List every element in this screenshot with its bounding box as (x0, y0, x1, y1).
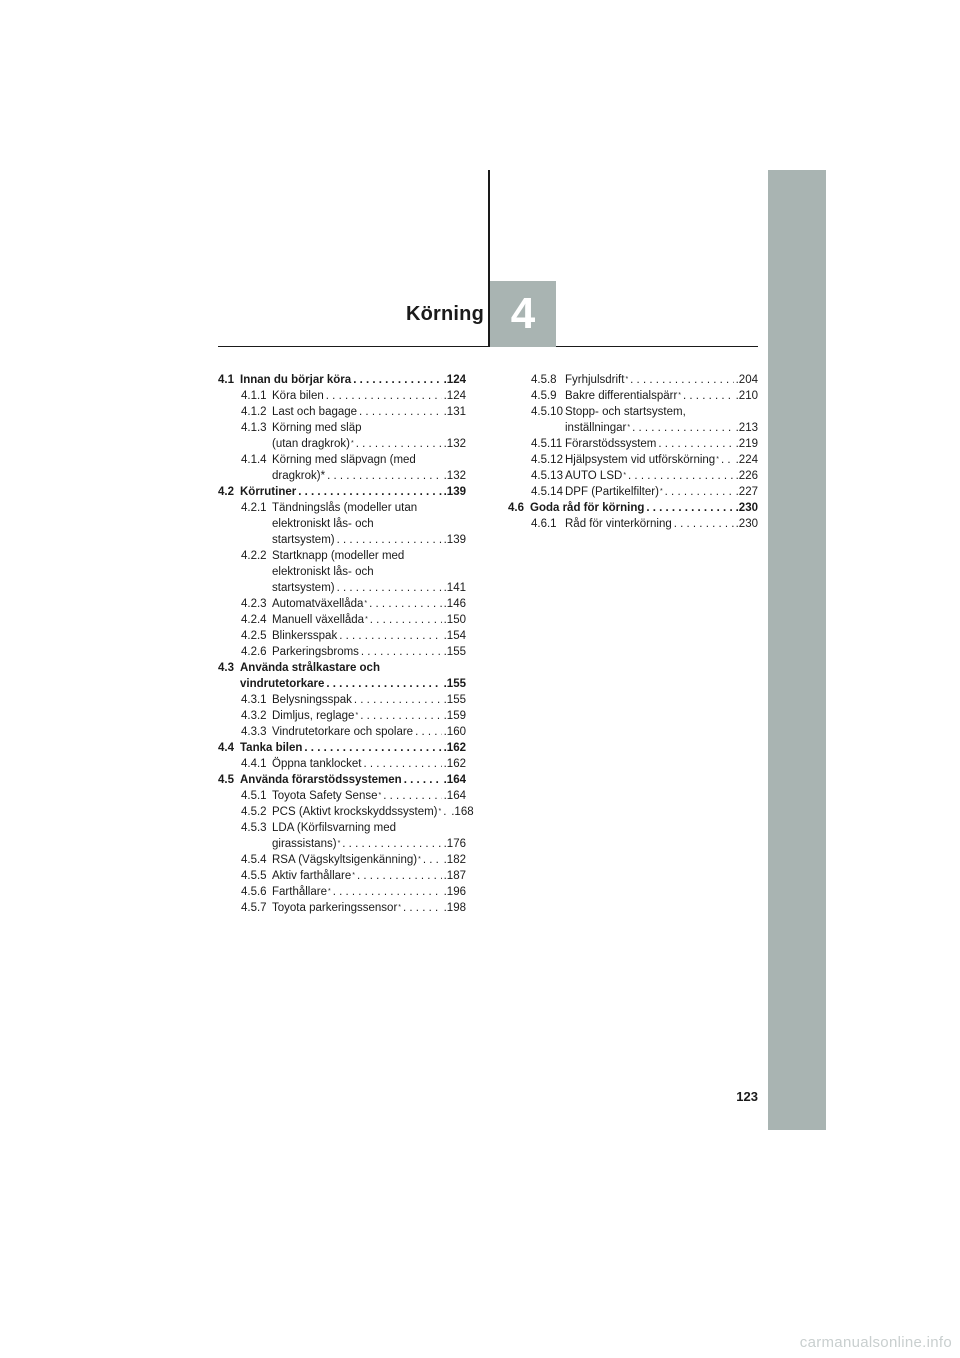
toc-entry-title: Dimljus, reglage (272, 710, 355, 722)
toc-section-entry[interactable] (508, 500, 758, 516)
toc-entry-page: .213 (735, 422, 758, 434)
footer-watermark: carmanualsonline.info (799, 1334, 952, 1351)
toc-entry-title: Tanka bilen (240, 742, 303, 754)
toc-entry-title: dragkrok)* (272, 470, 326, 482)
toc-entry-number: 4.5.13 (531, 470, 563, 482)
toc-entry-title: startsystem) (272, 582, 335, 594)
dot-leader (683, 388, 734, 404)
toc-entry-number: 4.2.4 (241, 614, 267, 626)
toc-entry-line (565, 468, 758, 484)
toc-entry-number: 4.5.5 (241, 870, 267, 882)
toc-entry-line (272, 548, 466, 564)
toc-entry-line (272, 708, 466, 724)
dot-leader (337, 532, 442, 548)
asterisk-marker: * (438, 808, 442, 815)
toc-entry-line (565, 436, 758, 452)
dot-leader (342, 836, 441, 852)
asterisk-marker: * (355, 712, 359, 719)
dot-leader (674, 516, 734, 532)
toc-entry-title: Körrutiner (240, 486, 297, 498)
toc-entry-page: .187 (443, 870, 466, 882)
toc-entry-title: Fyrhjulsdrift (565, 374, 625, 386)
toc-entry-title: Öppna tanklocket (272, 758, 362, 770)
toc-entry-line (272, 868, 466, 884)
toc-entry-number: 4.6 (508, 502, 524, 514)
toc-entry-page: .198 (443, 902, 466, 914)
toc-section-entry[interactable] (218, 772, 466, 788)
toc-entry-number: 4.5.10 (531, 406, 563, 418)
toc-subsection-entry[interactable] (218, 500, 466, 548)
toc-entry-page: .159 (443, 710, 466, 722)
dot-leader (721, 452, 734, 468)
toc-entry-page: .155 (443, 694, 466, 706)
toc-entry-line (272, 596, 466, 612)
dot-leader (327, 468, 442, 484)
toc-entry-body (565, 452, 758, 468)
toc-entry-body (565, 436, 758, 452)
toc-entry-line (272, 468, 466, 484)
toc-entry-body (272, 692, 466, 708)
toc-entry-line (240, 676, 466, 692)
toc-entry-title: PCS (Aktivt krockskyddssystem) (272, 806, 438, 818)
toc-entry-title: Toyota Safety Sense (272, 790, 378, 802)
dot-leader (304, 740, 441, 756)
toc-entry-page: .150 (443, 614, 466, 626)
asterisk-marker: * (625, 376, 629, 383)
toc-entry-line (272, 580, 466, 596)
toc-entry-page: .146 (443, 598, 466, 610)
toc-entry-title: LDA (Körfilsvarning med (272, 822, 396, 834)
toc-subsection-entry[interactable] (218, 884, 466, 900)
toc-entry-page: .224 (735, 454, 758, 466)
toc-subsection-entry[interactable] (218, 596, 466, 612)
asterisk-marker: * (418, 856, 421, 863)
toc-entry-number: 4.2 (218, 486, 234, 498)
toc-entry-line (272, 900, 466, 916)
toc-entry-line (272, 884, 466, 900)
toc-subsection-entry[interactable] (218, 420, 466, 452)
toc-entry-number: 4.4 (218, 742, 234, 754)
dot-leader (298, 484, 441, 500)
toc-entry-body (565, 516, 758, 532)
toc-entry-number: 4.5.4 (241, 854, 267, 866)
toc-entry-title: Blinkersspak (272, 630, 338, 642)
toc-entry-body (272, 788, 466, 804)
asterisk-marker: * (627, 424, 631, 431)
dot-leader (353, 372, 441, 388)
toc-entry-title: vindrutetorkare (240, 678, 325, 690)
toc-subsection-entry[interactable] (218, 388, 466, 404)
toc-entry-body (272, 500, 466, 548)
toc-entry-page: .132 (443, 470, 466, 482)
toc-entry-page: .124 (443, 374, 466, 386)
toc-entry-number: 4.2.3 (241, 598, 267, 610)
toc-entry-number: 4.1.1 (241, 390, 267, 402)
toc-entry-page: .139 (443, 486, 466, 498)
toc-entry-body (565, 404, 758, 436)
toc-entry-number: 4.3.2 (241, 710, 267, 722)
toc-entry-title: Köra bilen (272, 390, 324, 402)
toc-section-entry[interactable] (218, 740, 466, 756)
asterisk-marker: * (365, 616, 368, 623)
toc-entry-number: 4.5.12 (531, 454, 563, 466)
toc-subsection-entry[interactable] (218, 900, 466, 916)
toc-entry-title: Hjälpsystem vid utförskörning (565, 454, 716, 466)
toc-entry-title: Tändningslås (modeller utan (272, 502, 418, 514)
dot-leader (628, 468, 734, 484)
toc-entry-page: .230 (735, 502, 758, 514)
toc-entry-line (272, 564, 466, 580)
toc-entry-line (272, 404, 466, 420)
toc-entry-line (565, 516, 758, 532)
toc-entry-line (272, 836, 466, 852)
dot-leader (357, 868, 442, 884)
toc-entry-body (240, 740, 466, 756)
toc-entry-title: Vindrutetorkare och spolare (272, 726, 414, 738)
toc-entry-number: 4.2.1 (241, 502, 267, 514)
toc-subsection-entry[interactable] (218, 644, 466, 660)
toc-entry-number: 4.5 (218, 774, 234, 786)
toc-entry-line (272, 788, 466, 804)
toc-section-entry[interactable] (218, 660, 466, 692)
toc-entry-body (272, 756, 466, 772)
toc-entry-number: 4.5.6 (241, 886, 267, 898)
toc-subsection-entry[interactable] (218, 852, 466, 868)
toc-entry-body (272, 644, 466, 660)
asterisk-marker: * (716, 456, 719, 463)
toc-entry-body (272, 404, 466, 420)
toc-entry-title: elektroniskt lås- och (272, 566, 374, 578)
toc-entry-body (530, 500, 758, 516)
toc-entry-number: 4.1.4 (241, 454, 267, 466)
toc-entry-number: 4.2.6 (241, 646, 267, 658)
toc-entry-number: 4.2.5 (241, 630, 267, 642)
toc-entry-number: 4.5.7 (241, 902, 267, 914)
page-number: 123 (736, 1089, 758, 1104)
toc-entry-title: Startknapp (modeller med (272, 550, 405, 562)
toc-entry-page: .139 (443, 534, 466, 546)
toc-entry-title: inställningar (565, 422, 627, 434)
toc-entry-page: .124 (443, 390, 466, 402)
asterisk-marker: * (398, 904, 402, 911)
asterisk-marker: * (659, 488, 663, 495)
toc-entry-page: .168 (451, 806, 474, 818)
toc-subsection-entry[interactable] (218, 724, 466, 740)
toc-entry-number: 4.5.3 (241, 822, 267, 834)
toc-subsection-entry[interactable] (508, 468, 758, 484)
toc-right-column (508, 372, 758, 532)
toc-entry-title: Aktiv farthållare (272, 870, 352, 882)
toc-entry-body (272, 452, 466, 484)
toc-subsection-entry[interactable] (218, 708, 466, 724)
toc-entry-title: (utan dragkrok) (272, 438, 350, 450)
toc-entry-body (272, 420, 466, 452)
toc-subsection-entry[interactable] (218, 868, 466, 884)
toc-entry-line (272, 724, 466, 740)
dot-leader (326, 388, 442, 404)
toc-entry-title: Last och bagage (272, 406, 358, 418)
toc-entry-page: .131 (443, 406, 466, 418)
toc-entry-title: DPF (Partikelfilter) (565, 486, 659, 498)
toc-entry-title: Använda förarstödssystemen (240, 774, 402, 786)
toc-entry-line (272, 628, 466, 644)
toc-subsection-entry[interactable] (218, 820, 466, 852)
asterisk-marker: * (364, 600, 368, 607)
toc-entry-title: girassistans) (272, 838, 337, 850)
asterisk-marker: * (352, 872, 355, 879)
dot-leader (337, 580, 442, 596)
toc-entry-body (272, 804, 474, 820)
toc-entry-line (240, 772, 466, 788)
dot-leader (646, 500, 733, 516)
toc-subsection-entry[interactable] (508, 372, 758, 388)
toc-entry-number: 4.5.1 (241, 790, 267, 802)
toc-entry-line (272, 612, 466, 628)
toc-entry-line (240, 484, 466, 500)
toc-entry-page: .132 (443, 438, 466, 450)
toc-entry-body (565, 468, 758, 484)
toc-entry-title: Goda råd för körning (530, 502, 645, 514)
toc-entry-page: .154 (443, 630, 466, 642)
toc-entry-number: 4.1 (218, 374, 234, 386)
toc-entry-body (240, 484, 466, 500)
toc-entry-line (272, 804, 474, 820)
toc-entry-line (240, 660, 466, 676)
asterisk-marker: * (623, 472, 627, 479)
toc-entry-title: Automatväxellåda (272, 598, 364, 610)
toc-entry-title: Parkeringsbroms (272, 646, 359, 658)
toc-entry-body (272, 820, 466, 852)
toc-entry-number: 4.5.2 (241, 806, 267, 818)
dot-leader (333, 884, 442, 900)
dot-leader (630, 372, 733, 388)
toc-entry-number: 4.5.8 (531, 374, 557, 386)
toc-subsection-entry[interactable] (508, 452, 758, 468)
toc-entry-line (272, 500, 466, 516)
toc-entry-line (565, 388, 758, 404)
toc-entry-body (240, 772, 466, 788)
toc-subsection-entry[interactable] (218, 804, 474, 820)
toc-subsection-entry[interactable] (508, 404, 758, 436)
dot-leader (423, 852, 442, 868)
toc-entry-title: Innan du börjar köra (240, 374, 352, 386)
chapter-title: Körning (405, 303, 484, 325)
dot-leader (658, 436, 733, 452)
toc-entry-body (272, 388, 466, 404)
toc-entry-page: .141 (443, 582, 466, 594)
toc-subsection-entry[interactable] (218, 692, 466, 708)
toc-entry-title: Stopp- och startsystem, (565, 406, 686, 418)
toc-entry-page: .182 (443, 854, 466, 866)
dot-leader (443, 804, 449, 820)
toc-entry-body (565, 372, 758, 388)
toc-entry-page: .210 (735, 390, 758, 402)
toc-entry-line (240, 740, 466, 756)
toc-entry-page: .162 (443, 758, 466, 770)
toc-entry-title: Toyota parkeringssensor (272, 902, 398, 914)
toc-entry-title: Manuell växellåda (272, 614, 365, 626)
toc-entry-body (272, 868, 466, 884)
toc-entry-line (272, 532, 466, 548)
chapter-side-tab (768, 170, 826, 1130)
toc-entry-line (565, 404, 758, 420)
toc-entry-line (272, 756, 466, 772)
dot-leader (361, 644, 442, 660)
toc-entry-line (530, 500, 758, 516)
toc-entry-line (272, 436, 466, 452)
toc-entry-page: .196 (443, 886, 466, 898)
toc-entry-body (240, 372, 466, 388)
toc-entry-line (272, 420, 466, 436)
asterisk-marker: * (350, 440, 354, 447)
toc-entry-body (240, 660, 466, 692)
toc-entry-line (272, 516, 466, 532)
toc-entry-number: 4.5.14 (531, 486, 563, 498)
asterisk-marker: * (327, 888, 331, 895)
toc-entry-page: .162 (443, 742, 466, 754)
toc-entry-line (272, 820, 466, 836)
asterisk-marker: * (378, 792, 382, 799)
asterisk-marker: * (337, 840, 341, 847)
toc-entry-line (240, 372, 466, 388)
toc-entry-number: 4.2.2 (241, 550, 267, 562)
toc-entry-number: 4.5.11 (531, 438, 563, 450)
toc-entry-line (565, 452, 758, 468)
toc-subsection-entry[interactable] (218, 452, 466, 484)
toc-entry-line (272, 692, 466, 708)
toc-section-entry[interactable] (218, 372, 466, 388)
header-horizontal-rule (218, 346, 758, 347)
toc-section-entry[interactable] (218, 484, 466, 500)
dot-leader (369, 596, 441, 612)
toc-entry-title: Använda strålkastare och (240, 662, 380, 674)
toc-subsection-entry[interactable] (218, 756, 466, 772)
toc-entry-body (272, 852, 466, 868)
toc-entry-number: 4.3 (218, 662, 234, 674)
toc-entry-body (565, 484, 758, 500)
toc-entry-page: .160 (443, 726, 466, 738)
toc-entry-line (565, 420, 758, 436)
dot-leader (632, 420, 734, 436)
toc-entry-title: Körning med släpvagn (med (272, 454, 416, 466)
dot-leader (665, 484, 734, 500)
toc-entry-title: Belysningsspak (272, 694, 352, 706)
toc-entry-number: 4.3.3 (241, 726, 267, 738)
dot-leader (383, 788, 441, 804)
toc-entry-line (272, 452, 466, 468)
toc-entry-title: Bakre differentialspärr (565, 390, 678, 402)
dot-leader (356, 436, 442, 452)
dot-leader (370, 612, 442, 628)
toc-entry-line (565, 484, 758, 500)
dot-leader (415, 724, 442, 740)
toc-subsection-entry[interactable] (508, 484, 758, 500)
toc-entry-body (272, 548, 466, 596)
toc-entry-body (272, 900, 466, 916)
toc-entry-body (272, 708, 466, 724)
toc-entry-number: 4.1.2 (241, 406, 267, 418)
toc-entry-body (272, 724, 466, 740)
dot-leader (404, 772, 442, 788)
toc-entry-body (272, 612, 466, 628)
toc-entry-line (565, 372, 758, 388)
toc-subsection-entry[interactable] (508, 436, 758, 452)
toc-entry-number: 4.5.9 (531, 390, 557, 402)
dot-leader (354, 692, 442, 708)
dot-leader (326, 676, 441, 692)
dot-leader (359, 404, 442, 420)
toc-entry-title: RSA (Vägskyltsigenkänning) (272, 854, 418, 866)
toc-entry-body (272, 596, 466, 612)
toc-entry-title: Förarstödssystem (565, 438, 657, 450)
toc-entry-page: .219 (735, 438, 758, 450)
toc-subsection-entry[interactable] (218, 628, 466, 644)
toc-subsection-entry[interactable] (218, 788, 466, 804)
toc-entry-line (272, 388, 466, 404)
toc-entry-title: AUTO LSD (565, 470, 623, 482)
toc-entry-body (272, 628, 466, 644)
toc-entry-number: 4.6.1 (531, 518, 557, 530)
toc-entry-page: .226 (735, 470, 758, 482)
toc-entry-body (565, 388, 758, 404)
toc-entry-page: .204 (735, 374, 758, 386)
toc-entry-line (272, 852, 466, 868)
toc-entry-title: elektroniskt lås- och (272, 518, 374, 530)
asterisk-marker: * (678, 392, 682, 399)
dot-leader (360, 708, 441, 724)
toc-subsection-entry[interactable] (218, 404, 466, 420)
toc-entry-body (272, 884, 466, 900)
dot-leader (403, 900, 442, 916)
toc-entry-page: .155 (443, 678, 466, 690)
chapter-number-box: 4 (490, 281, 556, 347)
toc-entry-number: 4.3.1 (241, 694, 267, 706)
toc-entry-page: .164 (443, 774, 466, 786)
toc-entry-line (272, 644, 466, 660)
toc-entry-page: .155 (443, 646, 466, 658)
toc-entry-title: Råd för vinterkörning (565, 518, 672, 530)
toc-subsection-entry[interactable] (218, 612, 466, 628)
toc-subsection-entry[interactable] (218, 548, 466, 596)
toc-subsection-entry[interactable] (508, 516, 758, 532)
toc-entry-page: .227 (735, 486, 758, 498)
toc-left-column (218, 372, 474, 916)
toc-entry-page: .176 (443, 838, 466, 850)
dot-leader (364, 756, 442, 772)
toc-entry-page: .164 (443, 790, 466, 802)
toc-entry-page: .230 (735, 518, 758, 530)
toc-entry-title: Farthållare (272, 886, 327, 898)
toc-subsection-entry[interactable] (508, 388, 758, 404)
toc-entry-title: Körning med släp (272, 422, 362, 434)
toc-entry-title: startsystem) (272, 534, 335, 546)
toc-entry-number: 4.4.1 (241, 758, 267, 770)
toc-entry-number: 4.1.3 (241, 422, 267, 434)
dot-leader (339, 628, 441, 644)
